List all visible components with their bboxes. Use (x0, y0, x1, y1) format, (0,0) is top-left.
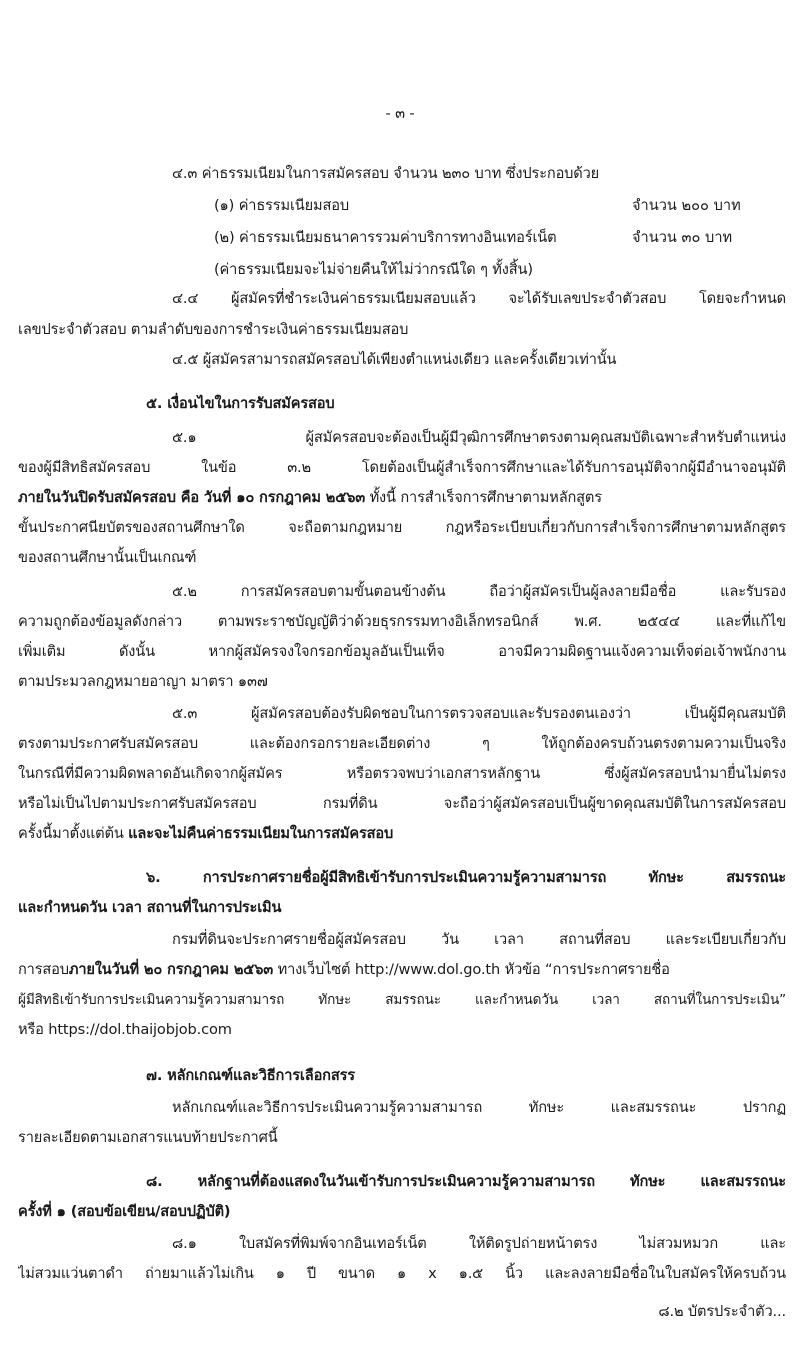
fee-item-bank-amount: จำนวน ๓๐ บาท (632, 229, 733, 246)
s5-3-line-1: ๕.๓ ผู้สมัครสอบต้องรับผิดชอบในการตรวจสอบและรับรองตนเองว่า เป็นผู้มีคุณสมบัติ (172, 705, 786, 722)
section-8-heading-line-1: ๘. หลักฐานที่ต้องแสดงในวันเข้ารับการประเมินความรู้ความสามารถ ทักษะ และสมรรถนะ (146, 1173, 786, 1190)
s6-line-3: ผู้มีสิทธิเข้ารับการประเมินความรู้ความสามารถ ทักษะ สมรรถนะ และกำหนดวัน เวลา สถานที่ในการประเมิน” (18, 992, 786, 1008)
s7-line-2: รายละเอียดตามเอกสารแนบท้ายประกาศนี้ (18, 1129, 278, 1146)
no-refund-notice: และจะไม่คืนค่าธรรมเนียมในการสมัครสอบ (128, 825, 394, 842)
fee-intro: ๔.๓ ค่าธรรมเนียมในการสมัครสอบ จำนวน ๒๓๐ บาท ซึ่งประกอบด้วย (172, 165, 600, 182)
s5-3-line-5: ครั้งนี้มาตั้งแต่ต้น และจะไม่คืนค่าธรรมเนียมในการสมัครสอบ (18, 825, 394, 842)
s5-3-line-3: ในกรณีที่มีความผิดพลาดอันเกิดจากผู้สมัคร หรือตรวจพบว่าเอกสารหลักฐาน ซึ่งผู้สมัครสอบนำมายื่นไม่ตรง (18, 765, 786, 782)
continuation-marker: ๘.๒ บัตรประจำตัว... (658, 1303, 786, 1320)
fee-item-exam-label: (๑) ค่าธรรมเนียมสอบ (214, 197, 349, 214)
s5-1-line-1: ๕.๑ ผู้สมัครสอบจะต้องเป็นผู้มีวุฒิการศึกษาตรงตามคุณสมบัติเฉพาะสำหรับตำแหน่ง (172, 429, 786, 446)
s5-1-line-3: ภายในวันปิดรับสมัครสอบ คือ วันที่ ๑๐ กรกฎาคม ๒๕๖๓ ทั้งนี้ การสำเร็จการศึกษาตามหลักสูตร (18, 489, 602, 506)
section-8-heading-line-2: ครั้งที่ ๑ (สอบข้อเขียน/สอบปฏิบัติ) (18, 1203, 231, 1220)
fee-item-exam-amount: จำนวน ๒๐๐ บาท (632, 197, 741, 214)
section-7-heading: ๗. หลักเกณฑ์และวิธีการเลือกสรร (146, 1067, 355, 1084)
s5-3-line-2: ตรงตามประกาศรับสมัครสอบ และต้องกรอกรายละเอียดต่าง ๆ ให้ถูกต้องครบถ้วนตรงตามความเป็นจริง (18, 735, 786, 752)
s6-line-1: กรมที่ดินจะประกาศรายชื่อผู้สมัครสอบ วัน เวลา สถานที่สอบ และระเบียบเกี่ยวกับ (172, 931, 786, 948)
s6-line-4: หรือ https://dol.thaijobjob.com (18, 1021, 232, 1038)
single-position-rule: ๔.๕ ผู้สมัครสามารถสมัครสอบได้เพียงตำแหน่งเดียว และครั้งเดียวเท่านั้น (172, 351, 617, 368)
exam-number-line-1: ๔.๔ ผู้สมัครที่ชำระเงินค่าธรรมเนียมสอบแล้ว จะได้รับเลขประจำตัวสอบ โดยจะกำหนด (172, 290, 786, 307)
section-6-heading-line-1: ๖. การประกาศรายชื่อผู้มีสิทธิเข้ารับการประเมินความรู้ความสามารถ ทักษะ สมรรถนะ (146, 869, 786, 886)
s8-line-2: ไม่สวมแว่นตาดำ ถ่ายมาแล้วไม่เกิน ๑ ปี ขนาด ๑ x ๑.๕ นิ้ว และลงลายมือชื่อในใบสมัครให้ครบถ้วน (18, 1265, 786, 1282)
section-6-heading-line-2: และกำหนดวัน เวลา สถานที่ในการประเมิน (18, 899, 282, 916)
s8-line-1: ๘.๑ ใบสมัครที่พิมพ์จากอินเทอร์เน็ต ให้ติดรูปถ่ายหน้าตรง ไม่สวมหมวก และ (172, 1235, 786, 1252)
s6-line-2: การสอบภายในวันที่ ๒๐ กรกฎาคม ๒๕๖๓ ทางเว็บไซต์ http://www.dol.go.th หัวข้อ “การประกาศรายชื่อ (18, 961, 670, 978)
s5-2-line-1: ๕.๒ การสมัครสอบตามขั้นตอนข้างต้น ถือว่าผู้สมัครเป็นผู้ลงลายมือชื่อ และรับรอง (172, 583, 786, 600)
s5-2-line-2: ความถูกต้องข้อมูลดังกล่าว ตามพระราชบัญญัติว่าด้วยธุรกรรมทางอิเล็กทรอนิกส์ พ.ศ. ๒๕๔๔ และที่แก้ไข (18, 613, 786, 630)
section-5-heading: ๕. เงื่อนไขในการรับสมัครสอบ (146, 395, 335, 412)
fee-note: (ค่าธรรมเนียมจะไม่จ่ายคืนให้ไม่ว่ากรณีใด ๆ ทั้งสิ้น) (214, 261, 533, 278)
s5-1-line-5: ของสถานศึกษานั้นเป็นเกณฑ์ (18, 549, 197, 566)
page-number: - ๓ - (385, 105, 415, 122)
s5-1-line-4: ขั้นประกาศนียบัตรของสถานศึกษาใด จะถือตามกฎหมาย กฎหรือระเบียบเกี่ยวกับการสำเร็จการศึกษาตามหลักสูตร (18, 519, 786, 536)
fee-item-bank-label: (๒) ค่าธรรมเนียมธนาคารรวมค่าบริการทางอินเทอร์เน็ต (214, 229, 557, 246)
application-close-date: ภายในวันปิดรับสมัครสอบ คือ วันที่ ๑๐ กรกฎาคม ๒๕๖๓ (18, 489, 366, 506)
s7-line-1: หลักเกณฑ์และวิธีการประเมินความรู้ความสามารถ ทักษะ และสมรรถนะ ปรากฏ (172, 1099, 786, 1116)
s5-3-line-4: หรือไม่เป็นไปตามประกาศรับสมัครสอบ กรมที่ดิน จะถือว่าผู้สมัครสอบเป็นผู้ขาดคุณสมบัติในการสมัครสอบ (18, 795, 786, 812)
s5-2-line-3: เพิ่มเติม ดังนั้น หากผู้สมัครจงใจกรอกข้อมูลอันเป็นเท็จ อาจมีความผิดฐานแจ้งความเท็จต่อเจ้าพนักงาน (18, 643, 786, 660)
s5-1-line-2: ของผู้มีสิทธิสมัครสอบ ในข้อ ๓.๒ โดยต้องเป็นผู้สำเร็จการศึกษาและได้รับการอนุมัติจากผู้มีอำนาจอนุมัติ (18, 459, 786, 476)
announcement-date: ภายในวันที่ ๒๐ กรกฎาคม ๒๕๖๓ (68, 961, 274, 978)
exam-number-line-2: เลขประจำตัวสอบ ตามลำดับของการชำระเงินค่าธรรมเนียมสอบ (18, 321, 409, 338)
s5-2-line-4: ตามประมวลกฎหมายอาญา มาตรา ๑๓๗ (18, 673, 268, 690)
